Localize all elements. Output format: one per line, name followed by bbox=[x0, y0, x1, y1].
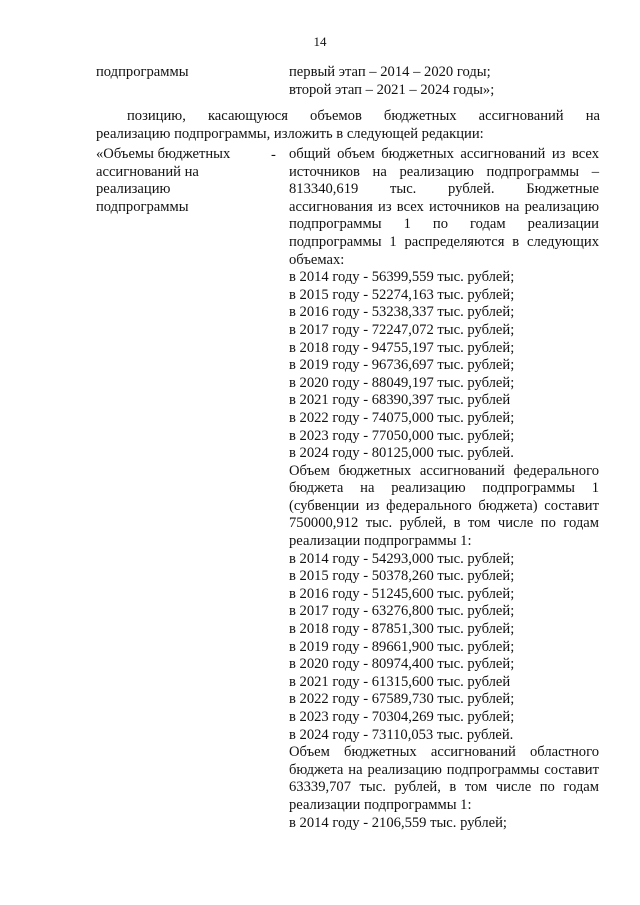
total-year-item: в 2018 году - 94755,197 тыс. рублей; bbox=[289, 339, 515, 356]
federal-year-item: в 2022 году - 67589,730 тыс. рублей; bbox=[289, 691, 515, 708]
regional-intro: Объем бюджетных ассигнований областного бюджета на реализацию подпрограммы составит 63339,707 тыс. рублей, в том числе по годам реализации подпрограммы 1: bbox=[289, 744, 599, 813]
instruction-line-1: позицию, касающуюся объемов бюджетных ассигнований на bbox=[127, 108, 600, 124]
federal-years-list bbox=[289, 551, 599, 745]
federal-year-item: в 2016 году - 51245,600 тыс. рублей; bbox=[289, 585, 515, 602]
total-year-item: в 2022 году - 74075,000 тыс. рублей; bbox=[289, 409, 515, 426]
total-intro: общий объем бюджетных ассигнований из всех источников на реализацию подпрограммы – 813340,619 тыс. рублей. Бюджетные ассигнования из всех источников на реализацию подпрограммы 1 по годам реализации подпрограммы 1 распределяются в следующих объемах: bbox=[289, 146, 599, 268]
total-year-item: в 2014 году - 56399,559 тыс. рублей; bbox=[289, 269, 515, 286]
position-label-line: реализацию bbox=[96, 181, 171, 198]
federal-intro: Объем бюджетных ассигнований федерального бюджета на реализацию подпрограммы 1 (субвенции из федерального бюджета) составит 750000,912 тыс. рублей, в том числе по годам реализации подпрограммы 1: bbox=[289, 462, 599, 550]
federal-year-item: в 2017 году - 63276,800 тыс. рублей; bbox=[289, 603, 515, 620]
position-label-line: «Объемы бюджетных bbox=[96, 146, 231, 162]
position-label bbox=[96, 146, 266, 216]
page-number: 14 bbox=[313, 34, 327, 49]
federal-year-item: в 2019 году - 89661,900 тыс. рублей; bbox=[289, 638, 515, 655]
total-years-list bbox=[289, 269, 599, 463]
federal-year-item: в 2024 году - 73110,053 тыс. рублей. bbox=[289, 726, 514, 743]
stage-one-line: первый этап – 2014 – 2020 годы; bbox=[289, 64, 491, 80]
total-year-item: в 2021 году - 68390,397 тыс. рублей bbox=[289, 392, 511, 409]
subprogram-label: подпрограммы bbox=[96, 64, 189, 80]
position-label-line: подпрограммы bbox=[96, 198, 189, 215]
instruction-paragraph bbox=[96, 107, 600, 143]
instruction-line-2: реализацию подпрограммы, изложить в следующей редакции: bbox=[96, 126, 484, 142]
total-year-item: в 2016 году - 53238,337 тыс. рублей; bbox=[289, 304, 515, 321]
allocation-content bbox=[289, 146, 599, 832]
total-year-item: в 2019 году - 96736,697 тыс. рублей; bbox=[289, 357, 515, 374]
regional-year-item: в 2014 году - 2106,559 тыс. рублей; bbox=[289, 814, 507, 831]
regional-years-list bbox=[289, 815, 599, 833]
total-year-item: в 2015 году - 52274,163 тыс. рублей; bbox=[289, 286, 515, 303]
total-year-item: в 2024 году - 80125,000 тыс. рублей. bbox=[289, 445, 514, 462]
federal-year-item: в 2020 году - 80974,400 тыс. рублей; bbox=[289, 656, 515, 673]
position-label-line: ассигнований на bbox=[96, 163, 199, 180]
list-dash: - bbox=[271, 147, 276, 163]
federal-year-item: в 2023 году - 70304,269 тыс. рублей; bbox=[289, 709, 515, 725]
federal-year-item: в 2021 году - 61315,600 тыс. рублей bbox=[289, 673, 511, 690]
federal-year-item: в 2015 году - 50378,260 тыс. рублей; bbox=[289, 568, 515, 585]
total-year-item: в 2023 году - 77050,000 тыс. рублей; bbox=[289, 427, 515, 444]
federal-year-item: в 2018 году - 87851,300 тыс. рублей; bbox=[289, 621, 515, 638]
federal-year-item: в 2014 году - 54293,000 тыс. рублей; bbox=[289, 550, 515, 567]
stage-two-line: второй этап – 2021 – 2024 годы»; bbox=[289, 82, 495, 98]
total-year-item: в 2017 году - 72247,072 тыс. рублей; bbox=[289, 321, 515, 338]
total-year-item: в 2020 году - 88049,197 тыс. рублей; bbox=[289, 374, 515, 391]
